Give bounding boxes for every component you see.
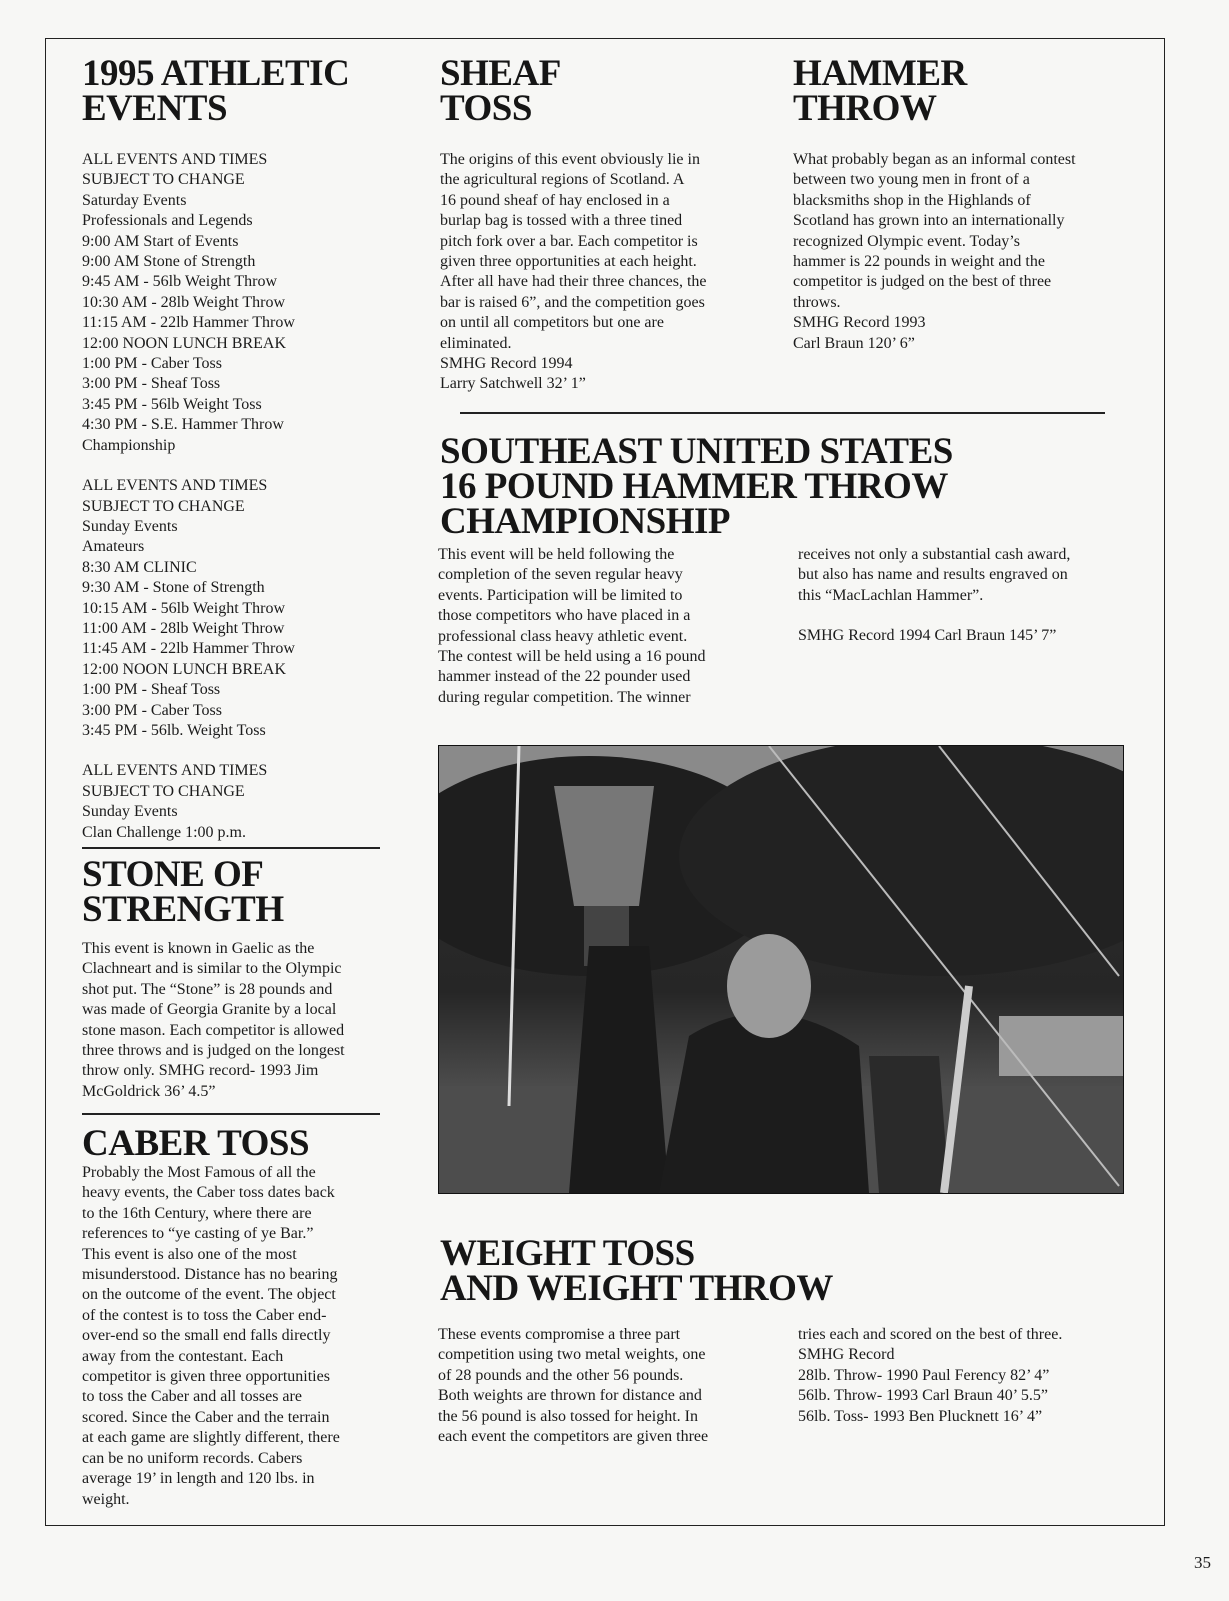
text-line: Scotland has grown into an internationally <box>793 212 1065 230</box>
southeast-text-col1 <box>438 545 778 708</box>
text-line: 11:00 AM - 28lb Weight Throw <box>82 619 285 637</box>
text-line: 56lb. Throw- 1993 Carl Braun 40’ 5.5” <box>798 1387 1049 1405</box>
text-line: 9:00 AM Stone of Strength <box>82 253 256 271</box>
text-line: 12:00 NOON LUNCH BREAK <box>82 660 286 678</box>
saturday-schedule <box>82 150 402 456</box>
text-line: 9:00 AM Start of Events <box>82 232 239 250</box>
divider <box>82 1113 380 1115</box>
text-line: 1:00 PM - Caber Toss <box>82 355 222 373</box>
text-line: Amateurs <box>82 538 145 556</box>
text-line: McGoldrick 36’ 4.5” <box>82 1082 216 1100</box>
weight-text-col1 <box>438 1325 778 1447</box>
text-line: each event the competitors are given three <box>438 1428 709 1446</box>
text-line: 8:30 AM CLINIC <box>82 558 197 576</box>
text-line: those competitors who have placed in a <box>438 607 691 625</box>
text-line: the 56 pound is also tossed for height. In <box>438 1407 698 1425</box>
text-line: events. Participation will be limited to <box>438 586 683 604</box>
caber-title: CABER TOSS <box>82 1123 310 1164</box>
text-line: on until all competitors but one are <box>440 314 664 332</box>
sheaf-text <box>440 150 770 395</box>
stone-section <box>82 854 412 1102</box>
text-line: 3:00 PM - Caber Toss <box>82 701 222 719</box>
text-line: can be no uniform records. Cabers <box>82 1449 303 1467</box>
text-line: burlap bag is tossed with a three tined <box>440 212 683 230</box>
hammer-title: HAMMER THROW <box>793 53 967 129</box>
text-line: at each game are slightly different, there <box>82 1429 340 1447</box>
text-line: of 28 pounds and the other 56 pounds. <box>438 1366 684 1384</box>
text-line: stone mason. Each competitor is allowed <box>82 1021 345 1039</box>
sheaf-section <box>440 53 770 395</box>
text-line: over-end so the small end falls directly <box>82 1327 331 1345</box>
text-line: during regular competition. The winner <box>438 688 691 706</box>
text-line: Clachneart and is similar to the Olympic <box>82 960 342 978</box>
text-line: Larry Satchwell 32’ 1” <box>440 375 586 393</box>
text-line: SUBJECT TO CHANGE <box>82 497 245 515</box>
text-line: pitch fork over a bar. Each competitor is <box>440 232 698 250</box>
southeast-text-col2 <box>798 545 1138 647</box>
text-line: The contest will be held using a 16 pound <box>438 648 706 666</box>
southeast-record: SMHG Record 1994 Carl Braun 145’ 7” <box>798 627 1057 645</box>
southeast-title: SOUTHEAST UNITED STATES 16 POUND HAMMER THROW CHAMPIONSHIP <box>440 431 953 542</box>
text-line: was made of Georgia Granite by a local <box>82 1001 337 1019</box>
text-line: references to “ye casting of ye Bar.” <box>82 1225 314 1243</box>
hammer-text <box>793 150 1138 354</box>
text-line: between two young men in front of a <box>793 171 1030 189</box>
text-line: completion of the seven regular heavy <box>438 566 683 584</box>
text-line: This event is known in Gaelic as the <box>82 940 315 957</box>
text-line: 9:45 AM - 56lb Weight Throw <box>82 273 278 291</box>
text-line: Professionals and Legends <box>82 212 253 230</box>
text-line: but also has name and results engraved on <box>798 566 1068 584</box>
text-line: bar is raised 6”, and the competition goes <box>440 293 705 311</box>
text-line: What probably began as an informal contest <box>793 151 1076 168</box>
weight-title: WEIGHT TOSS AND WEIGHT THROW <box>440 1233 833 1309</box>
text-line: SUBJECT TO CHANGE <box>82 782 245 800</box>
text-line: receives not only a substantial cash award, <box>798 546 1071 563</box>
text-line: 56lb. Toss- 1993 Ben Plucknett 16’ 4” <box>798 1407 1043 1425</box>
text-line: 28lb. Throw- 1990 Paul Ferency 82’ 4” <box>798 1366 1050 1384</box>
text-line: tries each and scored on the best of three. <box>798 1326 1063 1343</box>
text-line: recognized Olympic event. Today’s <box>793 232 1020 250</box>
text-line: professional class heavy athletic event. <box>438 627 688 645</box>
divider <box>460 412 1105 414</box>
text-line: throws. <box>793 293 841 311</box>
weight-section <box>440 1233 1140 1309</box>
text-line: Probably the Most Famous of all the <box>82 1164 316 1181</box>
text-line: competitor is given three opportunities <box>82 1368 330 1386</box>
text-line: Sunday Events <box>82 803 178 821</box>
sunday-schedule <box>82 476 402 741</box>
text-line: ALL EVENTS AND TIMES <box>82 151 268 168</box>
text-line: SUBJECT TO CHANGE <box>82 171 245 189</box>
southeast-section <box>440 431 1140 542</box>
text-line: Saturday Events <box>82 191 187 209</box>
text-line: hammer instead of the 22 pounder used <box>438 668 691 686</box>
clan-schedule <box>82 761 402 843</box>
text-line: Championship <box>82 436 176 454</box>
text-line: heavy events, the Caber toss dates back <box>82 1184 335 1202</box>
stone-text <box>82 939 412 1102</box>
text-line: Clan Challenge 1:00 p.m. <box>82 823 246 841</box>
text-line: 9:30 AM - Stone of Strength <box>82 579 265 597</box>
text-line: SMHG Record 1994 <box>440 355 573 373</box>
text-line: given three opportunities at each height. <box>440 253 697 271</box>
text-line: throw only. SMHG record- 1993 Jim <box>82 1062 319 1080</box>
weight-text-col2 <box>798 1325 1138 1427</box>
text-line: ALL EVENTS AND TIMES <box>82 762 268 780</box>
athletic-events-section <box>82 53 402 843</box>
text-line: 3:45 PM - 56lb. Weight Toss <box>82 721 266 739</box>
text-line: misunderstood. Distance has no bearing <box>82 1266 338 1284</box>
hammer-section <box>793 53 1138 354</box>
text-line: three throws and is judged on the longest <box>82 1042 345 1060</box>
text-line: These events compromise a three part <box>438 1326 681 1343</box>
athletic-events-title: 1995 ATHLETIC EVENTS <box>82 53 350 129</box>
caber-section <box>82 1123 412 1510</box>
photo-illustration <box>439 746 1123 1193</box>
text-line: blacksmiths shop in the Highlands of <box>793 191 1031 209</box>
text-line: This event will be held following the <box>438 546 675 563</box>
photo-athlete-with-trophy <box>438 745 1124 1194</box>
text-line: to toss the Caber and all tosses are <box>82 1388 302 1406</box>
divider <box>82 847 380 849</box>
text-line: 12:00 NOON LUNCH BREAK <box>82 334 286 352</box>
text-line: 3:45 PM - 56lb Weight Toss <box>82 395 262 413</box>
text-line: 11:15 AM - 22lb Hammer Throw <box>82 314 295 332</box>
sheaf-title: SHEAF TOSS <box>440 53 561 129</box>
text-line: Carl Braun 120’ 6” <box>793 334 915 352</box>
text-line: scored. Since the Caber and the terrain <box>82 1408 330 1426</box>
text-line: this “MacLachlan Hammer”. <box>798 586 984 604</box>
text-line: 4:30 PM - S.E. Hammer Throw <box>82 416 284 434</box>
text-line: eliminated. <box>440 334 512 352</box>
text-line: This event is also one of the most <box>82 1245 297 1263</box>
text-line: Both weights are thrown for distance and <box>438 1387 702 1405</box>
text-line: weight. <box>82 1490 130 1508</box>
text-line: away from the contestant. Each <box>82 1347 284 1365</box>
text-line: the agricultural regions of Scotland. A <box>440 171 685 189</box>
page-number: 35 <box>1194 1553 1211 1572</box>
text-line: ALL EVENTS AND TIMES <box>82 477 268 495</box>
text-line: The origins of this event obviously lie in <box>440 151 700 168</box>
text-line: shot put. The “Stone” is 28 pounds and <box>82 980 333 998</box>
stone-title: STONE OF STRENGTH <box>82 854 284 930</box>
text-line: 1:00 PM - Sheaf Toss <box>82 681 221 699</box>
text-line: 16 pound sheaf of hay enclosed in a <box>440 191 670 209</box>
text-line: to the 16th Century, where there are <box>82 1204 312 1222</box>
text-line: SMHG Record 1993 <box>793 314 926 332</box>
text-line: Sunday Events <box>82 517 178 535</box>
text-line: 10:15 AM - 56lb Weight Throw <box>82 599 286 617</box>
text-line: hammer is 22 pounds in weight and the <box>793 253 1045 271</box>
text-line: on the outcome of the event. The object <box>82 1286 336 1304</box>
text-line: average 19’ in length and 120 lbs. in <box>82 1470 315 1488</box>
text-line: 10:30 AM - 28lb Weight Throw <box>82 293 286 311</box>
text-line: After all have had their three chances, the <box>440 273 707 291</box>
text-line: competitor is judged on the best of three <box>793 273 1052 291</box>
caber-text <box>82 1163 412 1510</box>
text-line: competition using two metal weights, one <box>438 1346 706 1364</box>
text-line: of the contest is to toss the Caber end- <box>82 1306 327 1324</box>
text-line: 11:45 AM - 22lb Hammer Throw <box>82 640 295 658</box>
text-line: SMHG Record <box>798 1346 895 1364</box>
text-line: 3:00 PM - Sheaf Toss <box>82 375 221 393</box>
